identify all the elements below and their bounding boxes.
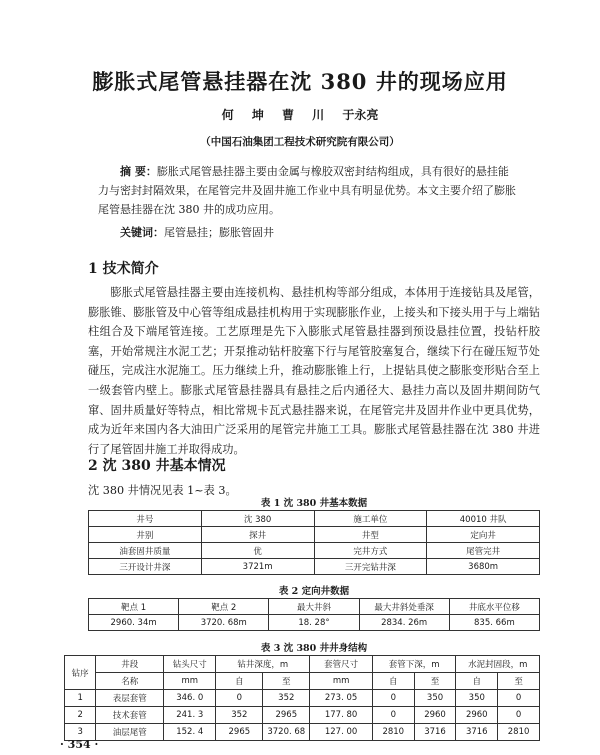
table-header-cell: 至 — [498, 673, 540, 690]
table-cell: 定向井 — [427, 527, 540, 543]
table-cell: 3720. 68m — [179, 615, 269, 631]
table-cell: 2965 — [216, 724, 263, 741]
table-cell: 井别 — [89, 527, 202, 543]
section-1-paragraph: 膨胀式尾管悬挂器主要由连接机构、悬挂机构等部分组成，本体用于连接钻具及尾管，膨胀锥、膨胀管及中心管等组成悬挂机构用于实现膨胀作业，上接头和下接头用于与上端钻柱组合及下端尾管连接。工艺原理是先下入膨胀式尾管悬挂器到预设悬挂位置，投钻杆胶塞，开始常规注水泥工艺；开泵推动钻杆胶塞下行与尾管胶塞复合，继续下行在碰压短节处碰压，完成注水泥施工。压力继续上升，推动膨胀锥上行，上提钻具使之膨胀变形贴合至上一级套管内壁上。膨胀式尾管悬挂器具有悬挂之后内通径大、悬挂力高以及固井期间防气窜、固井质量好等特点，相比常规卡瓦式悬挂器来说，在尾管完井及固井作业中更具优势，成为近年来国内各大油田广泛采用的尾管完井施工工具。膨胀式尾管悬挂器在沈 380 井进行了尾管固井施工并取得成功。 — [88, 286, 540, 456]
table-cell: 技术套管 — [96, 707, 164, 724]
table-cell: 油层尾管 — [96, 724, 164, 741]
table-cell: 表层套管 — [96, 690, 164, 707]
table-cell: 2960 — [414, 707, 456, 724]
table-cell: 完井方式 — [314, 543, 427, 559]
table-cell: 352 — [263, 690, 310, 707]
table-header-cell: 钻头尺寸 — [164, 656, 216, 673]
table-row — [89, 527, 540, 543]
table-cell: 施工单位 — [314, 511, 427, 527]
table-3-caption: 表 3 沈 380 井井身结构 — [260, 643, 368, 654]
table-cell: 0 — [216, 690, 263, 707]
table-cell: 三开完钻井深 — [314, 559, 427, 575]
table-row — [65, 724, 540, 741]
table-header-cell: 自 — [456, 673, 498, 690]
table-header-cell: 井段 — [96, 656, 164, 673]
keywords-text: 尾管悬挂；膨胀管固井 — [164, 226, 274, 239]
table-cell: 352 — [216, 707, 263, 724]
table-cell: 3 — [65, 724, 96, 741]
table-cell: 2960. 34m — [89, 615, 179, 631]
table-cell: 346. 0 — [164, 690, 216, 707]
table-header-row — [65, 673, 540, 690]
table-header-cell: 钻井深度，m — [216, 656, 310, 673]
table-header-cell: 名称 — [96, 673, 164, 690]
table-header-cell: 至 — [414, 673, 456, 690]
abstract-text: 膨胀式尾管悬挂器主要由金属与橡胶双密封结构组成，具有很好的悬挂能力与密封封隔效果，在尾管完井及固井施工作业中具有明显优势。本文主要介绍了膨胀尾管悬挂器在沈 380 井的成功应用。 — [98, 165, 516, 216]
authors: 何 坤 曹 川 于永亮 — [221, 108, 379, 122]
table-header-cell: 水泥封固段，m — [456, 656, 540, 673]
table-header-cell: 套管尺寸 — [310, 656, 373, 673]
table-cell: 3720. 68 — [263, 724, 310, 741]
table-header-row — [89, 599, 540, 615]
table-2 — [88, 598, 540, 631]
table-cell: 油套固井质量 — [89, 543, 202, 559]
table-cell: 2960 — [456, 707, 498, 724]
table-cell: 井型 — [314, 527, 427, 543]
table-1 — [88, 510, 540, 575]
table-cell: 探井 — [201, 527, 314, 543]
table-cell: 2810 — [498, 724, 540, 741]
table-header-cell: 靶点 2 — [179, 599, 269, 615]
affiliation: （中国石油集团工程技术研究院有限公司） — [200, 136, 400, 148]
table-cell: 0 — [372, 707, 414, 724]
table-cell: 0 — [498, 707, 540, 724]
table-cell: 尾管完井 — [427, 543, 540, 559]
table-cell: 2965 — [263, 707, 310, 724]
table-cell: 18. 28° — [269, 615, 359, 631]
table-header-cell: 套管下深，m — [372, 656, 456, 673]
table-row — [65, 690, 540, 707]
table-header-cell: 最大井斜处垂深 — [359, 599, 449, 615]
table-cell: 177. 80 — [310, 707, 373, 724]
table-row — [89, 615, 540, 631]
table-cell: 2 — [65, 707, 96, 724]
table-header-cell: 自 — [372, 673, 414, 690]
page-number: · 354 · — [60, 738, 99, 751]
table-header-cell: mm — [310, 673, 373, 690]
keywords — [98, 223, 518, 242]
table-cell: 350 — [414, 690, 456, 707]
section-1-heading: 1 技术简介 — [88, 261, 159, 277]
table-cell: 350 — [456, 690, 498, 707]
table-cell: 2834. 26m — [359, 615, 449, 631]
table-cell: 3680m — [427, 559, 540, 575]
table-cell: 127. 00 — [310, 724, 373, 741]
abstract-label: 摘 要： — [120, 165, 157, 178]
section-2-heading: 2 沈 380 井基本情况 — [88, 458, 226, 474]
table-header-cell: 最大井斜 — [269, 599, 359, 615]
table-row — [65, 707, 540, 724]
paper-title: 膨胀式尾管悬挂器在沈 380 井的现场应用 — [92, 69, 508, 94]
table-cell: 152. 4 — [164, 724, 216, 741]
table-cell: 835. 66m — [449, 615, 539, 631]
table-cell: 0 — [498, 690, 540, 707]
table-header-cell: 钻序 — [65, 656, 96, 690]
table-cell: 241. 3 — [164, 707, 216, 724]
table-row — [89, 559, 540, 575]
table-1-caption: 表 1 沈 380 井基本数据 — [260, 498, 368, 509]
table-cell: 40010 井队 — [427, 511, 540, 527]
table-cell: 0 — [372, 690, 414, 707]
abstract — [98, 162, 518, 219]
keywords-label: 关键词： — [120, 226, 164, 239]
table-header-cell: 至 — [263, 673, 310, 690]
table-row — [89, 511, 540, 527]
table-header-row — [65, 656, 540, 673]
table-cell: 井号 — [89, 511, 202, 527]
table-cell: 沈 380 — [201, 511, 314, 527]
table-header-cell: 自 — [216, 673, 263, 690]
table-cell: 3716 — [456, 724, 498, 741]
table-row — [89, 543, 540, 559]
table-cell: 2810 — [372, 724, 414, 741]
section-2-paragraph: 沈 380 井情况见表 1~表 3。 — [88, 484, 237, 497]
table-3 — [64, 655, 540, 741]
table-cell: 3721m — [201, 559, 314, 575]
table-cell: 三开设计井深 — [89, 559, 202, 575]
table-2-caption: 表 2 定向井数据 — [278, 586, 350, 597]
table-cell: 1 — [65, 690, 96, 707]
table-header-cell: mm — [164, 673, 216, 690]
table-cell: 优 — [201, 543, 314, 559]
table-cell: 3716 — [414, 724, 456, 741]
table-header-cell: 靶点 1 — [89, 599, 179, 615]
table-cell: 273. 05 — [310, 690, 373, 707]
table-header-cell: 井底水平位移 — [449, 599, 539, 615]
